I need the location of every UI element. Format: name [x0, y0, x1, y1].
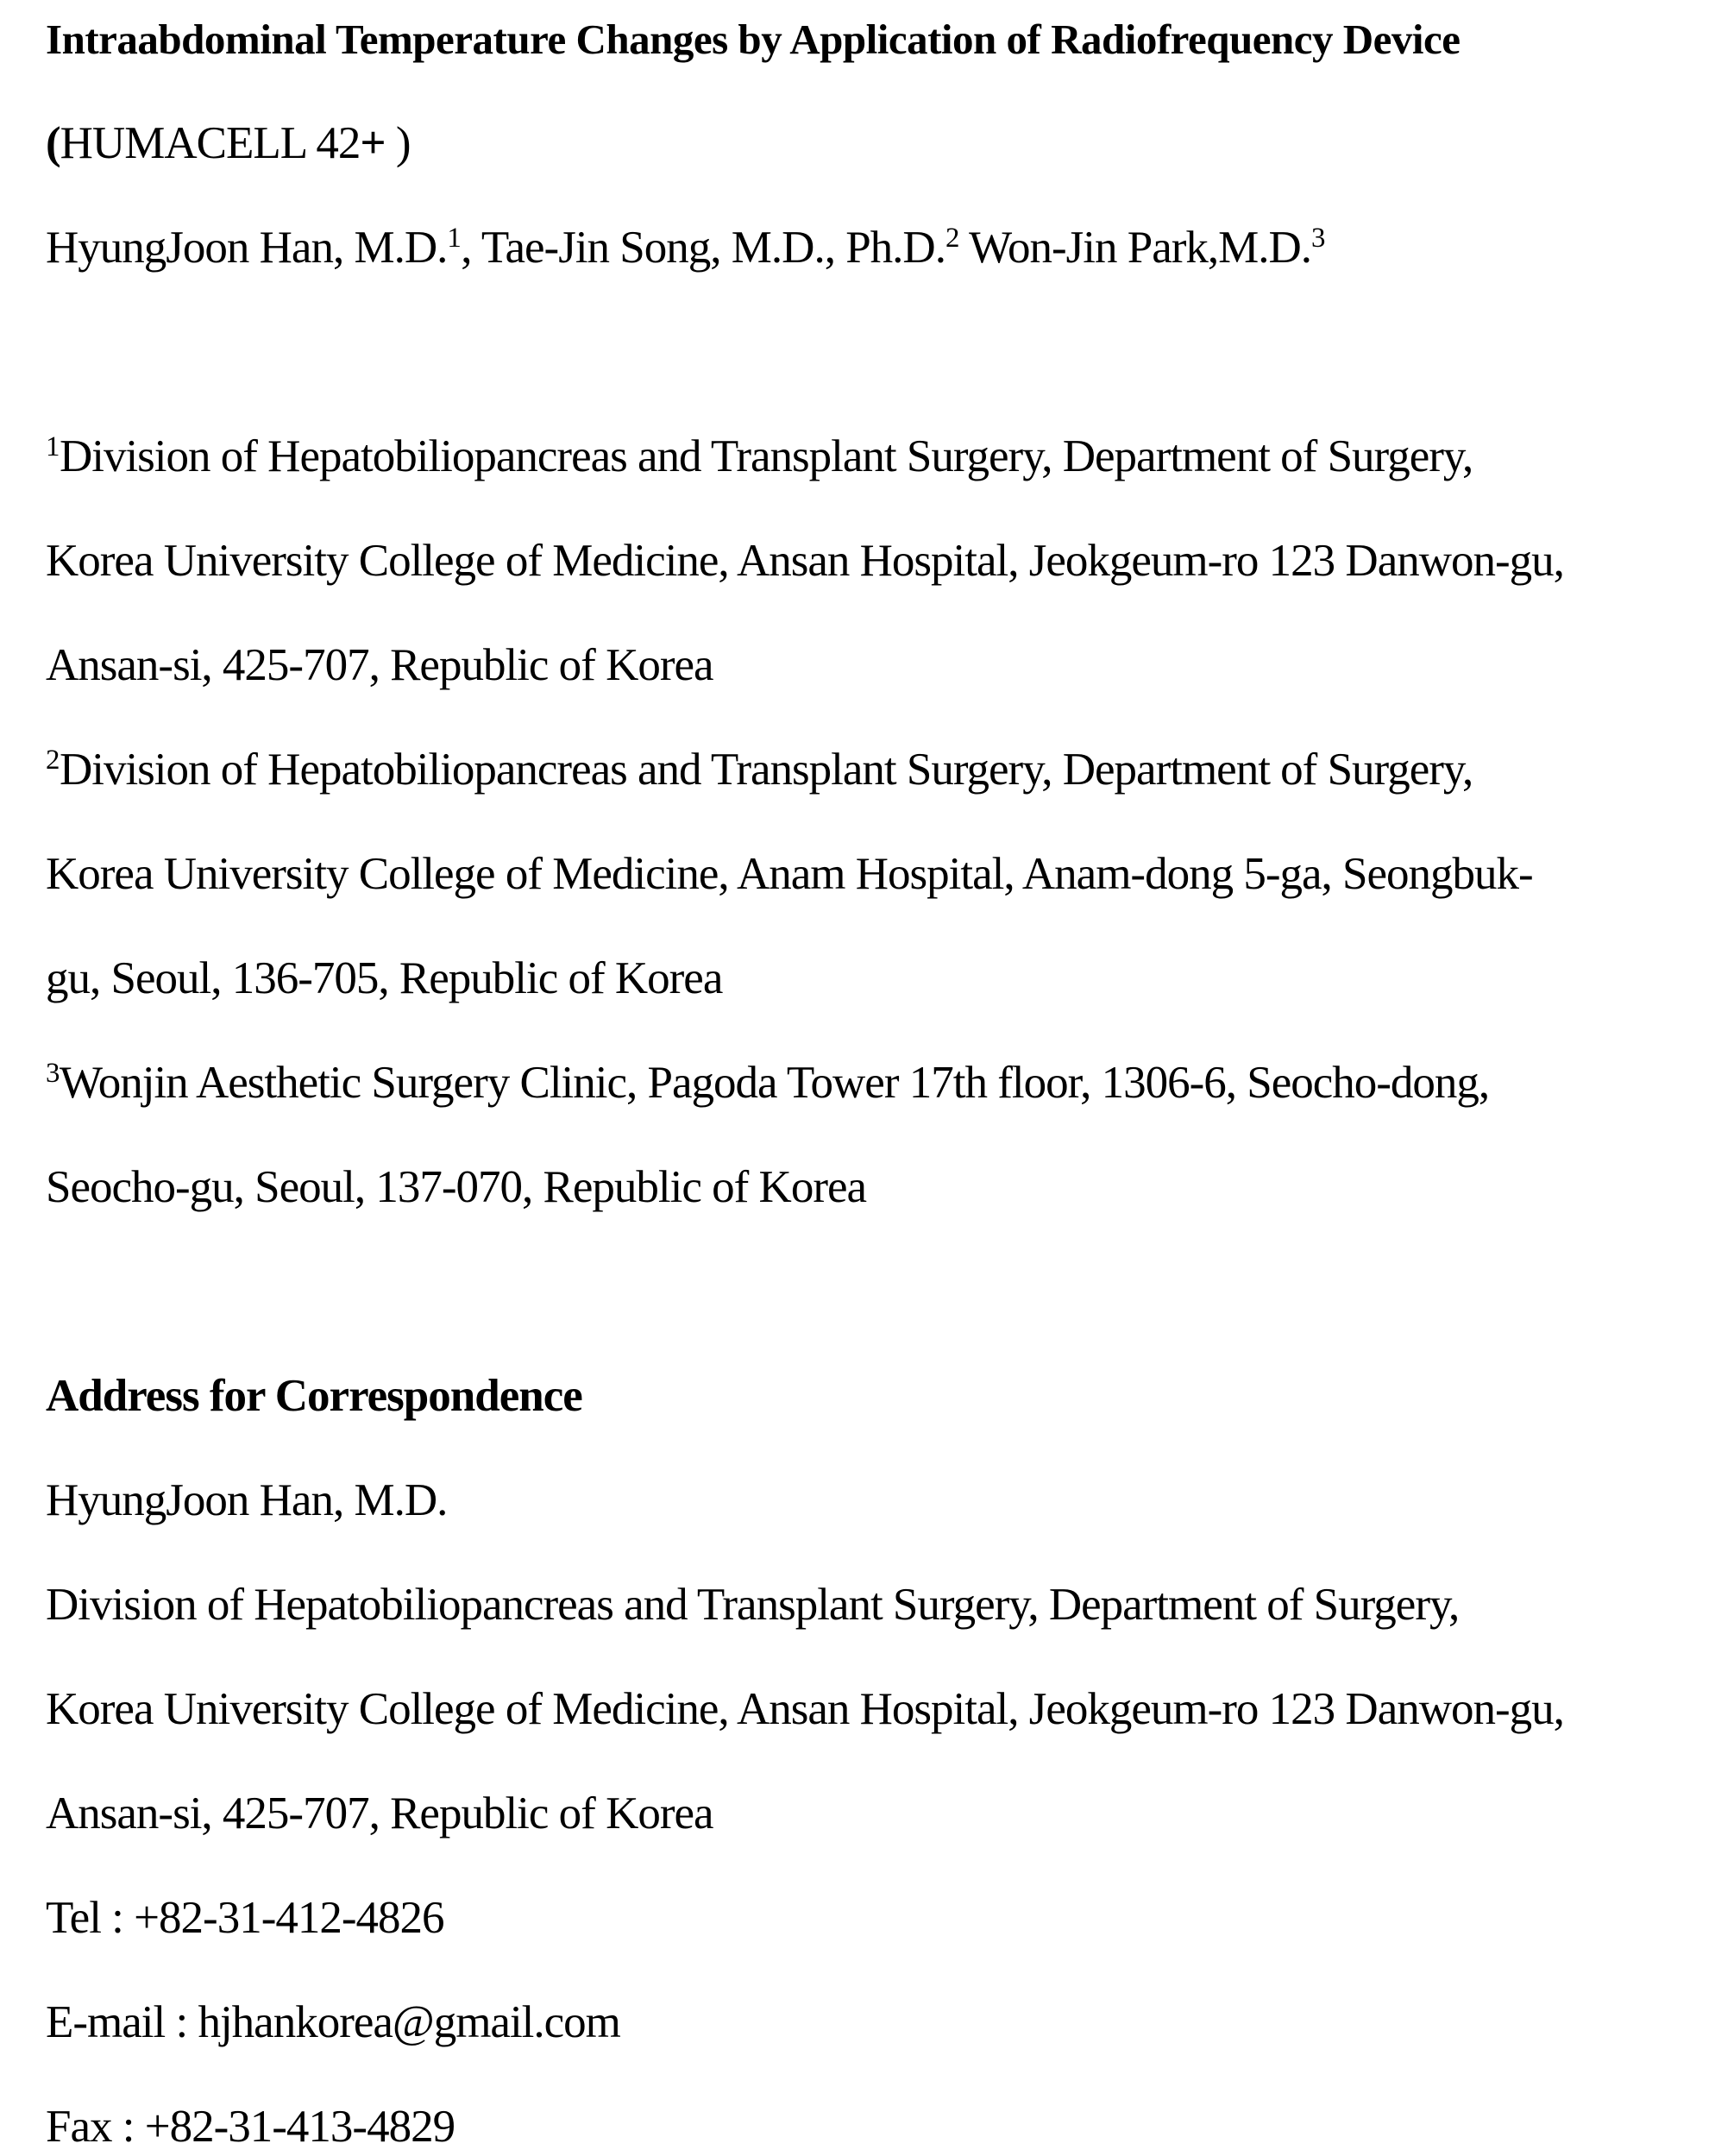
affiliation-3-line-1	[46, 1057, 1689, 1161]
correspondence-heading	[46, 1370, 1689, 1474]
text-segment: Korea University College of Medicine, Anam Hospital, Anam-dong 5-ga, Seongbuk-	[46, 849, 1533, 899]
text-segment: (	[46, 118, 60, 168]
text-segment: HyungJoon Han, M.D.	[46, 1475, 448, 1525]
text-segment: Division of Hepatobiliopancreas and Transplant Surgery, Department of Surgery,	[59, 745, 1473, 795]
title-line-2	[46, 117, 1689, 222]
superscript-marker: 2	[945, 222, 959, 254]
text-segment: Division of Hepatobiliopancreas and Transplant Surgery, Department of Surgery,	[46, 1580, 1460, 1630]
superscript-marker: 1	[46, 431, 60, 462]
text-segment: HUMACELL 42	[60, 118, 361, 168]
blank-line	[46, 1266, 1689, 1370]
correspondence-university	[46, 1683, 1689, 1788]
text-segment: E-mail : hjhankorea@gmail.com	[46, 1997, 620, 2047]
text-segment: HyungJoon Han, M.D.	[46, 223, 448, 273]
text-segment: Won-Jin Park,M.D.	[958, 223, 1312, 273]
affiliation-1-line-3	[46, 639, 1689, 744]
affiliation-1-line-1	[46, 431, 1689, 535]
text-segment: Address for Correspondence	[46, 1371, 582, 1421]
superscript-marker: 2	[46, 744, 60, 776]
text-segment: Korea University College of Medicine, Ansan Hospital, Jeokgeum-ro 123 Danwon-gu,	[46, 1684, 1564, 1734]
text-segment: , Tae-Jin Song, M.D., Ph.D.	[461, 223, 945, 273]
affiliation-2-line-2	[46, 848, 1689, 952]
correspondence-email	[46, 1996, 1689, 2101]
affiliation-1-line-2	[46, 535, 1689, 639]
text-segment: Division of Hepatobiliopancreas and Transplant Surgery, Department of Surgery,	[59, 431, 1473, 481]
text-segment: Wonjin Aesthetic Surgery Clinic, Pagoda Tower 17th floor, 1306-6, Seocho-dong,	[59, 1058, 1490, 1108]
correspondence-fax	[46, 2101, 1689, 2156]
correspondence-name	[46, 1474, 1689, 1579]
text-segment: Seocho-gu, Seoul, 137-070, Republic of Korea	[46, 1162, 867, 1212]
text-segment: Ansan-si, 425-707, Republic of Korea	[46, 1788, 713, 1839]
affiliation-3-line-2	[46, 1161, 1689, 1266]
blank-line	[46, 326, 1689, 431]
superscript-marker: 1	[447, 222, 462, 254]
text-segment: Ansan-si, 425-707, Republic of Korea	[46, 640, 713, 690]
correspondence-division	[46, 1579, 1689, 1683]
text-segment: Tel : +82-31-412-4826	[46, 1893, 444, 1943]
superscript-marker: 3	[46, 1057, 60, 1089]
text-segment: Fax : +82-31-413-4829	[46, 2102, 455, 2152]
title-line-1	[46, 13, 1689, 117]
text-segment: )	[385, 118, 411, 168]
text-segment: +	[360, 118, 386, 168]
correspondence-city	[46, 1788, 1689, 1892]
text-segment: gu, Seoul, 136-705, Republic of Korea	[46, 953, 723, 1003]
text-segment: Intraabdominal Temperature Changes by Application of Radiofrequency Device	[46, 16, 1461, 63]
authors-line	[46, 222, 1689, 326]
superscript-marker: 3	[1311, 222, 1325, 254]
correspondence-tel	[46, 1892, 1689, 1996]
text-segment: Korea University College of Medicine, Ansan Hospital, Jeokgeum-ro 123 Danwon-gu,	[46, 536, 1564, 586]
affiliation-2-line-3	[46, 952, 1689, 1057]
affiliation-2-line-1	[46, 744, 1689, 848]
